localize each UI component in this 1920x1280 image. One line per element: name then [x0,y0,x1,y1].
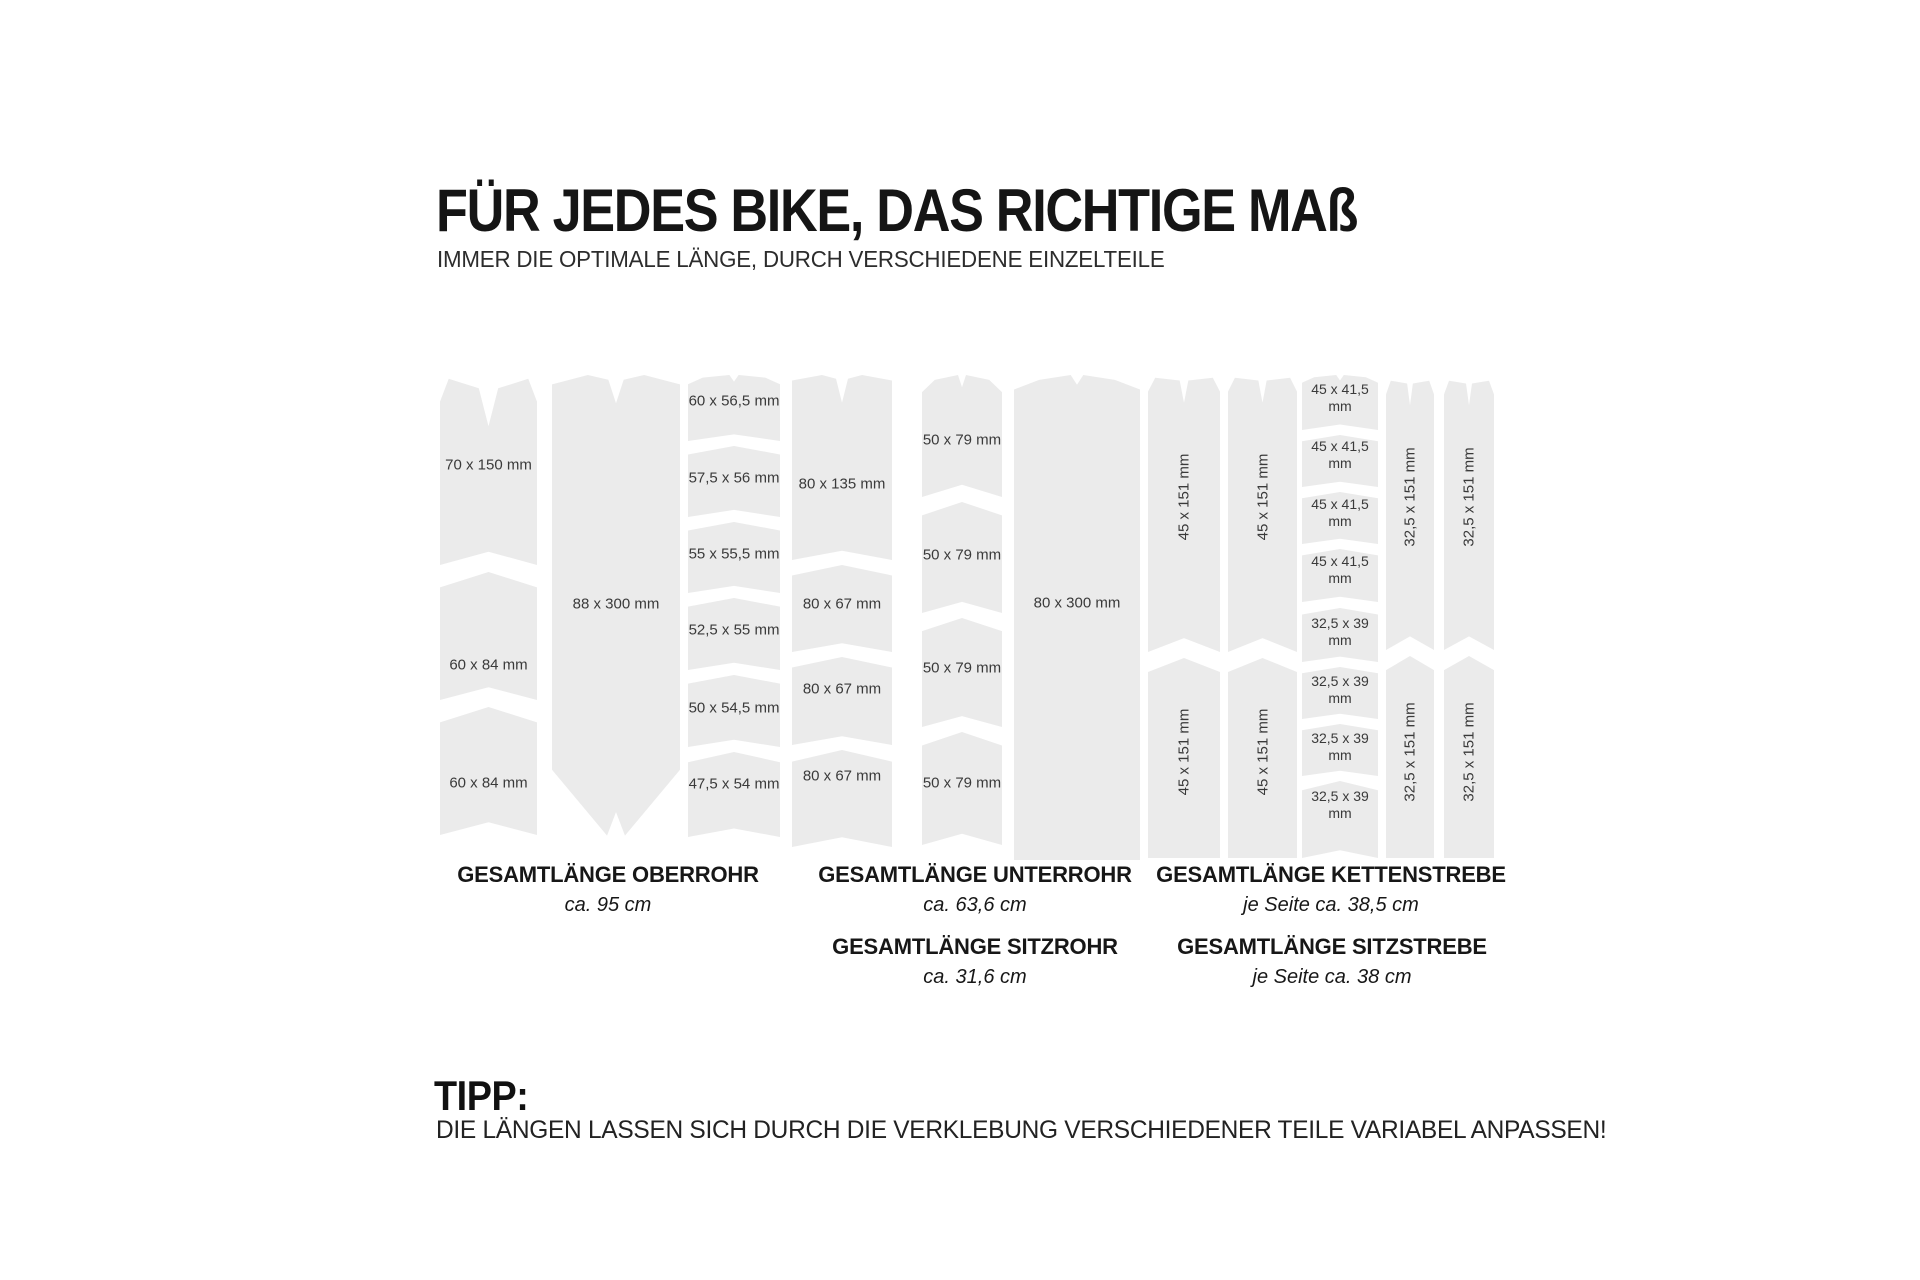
size-label: 52,5 x 55 mm [688,621,780,639]
size-label: 45 x 151 mm [1175,453,1193,541]
film-piece [792,657,892,745]
film-piece [1014,375,1140,860]
size-label: 45 x 41,5 mm [1311,496,1369,529]
size-label: 80 x 67 mm [802,767,882,785]
size-label: 32,5 x 39 mm [1311,615,1369,648]
film-strip-column-kettenstrebe-left [1148,0,1220,1280]
size-label: 32,5 x 39 mm [1311,788,1369,821]
film-strip-column-sitzstrebe-right [1444,0,1494,1280]
total-length-value: ca. 95 cm [564,894,652,916]
total-length-caption: GESAMTLÄNGE SITZSTREBE [1177,934,1487,959]
tip-text: DIE LÄNGEN LASSEN SICH DURCH DIE VERKLEBUNG VERSCHIEDENER TEILE VARIABEL ANPASSEN! [436,1116,1607,1144]
total-length-sitzrohr [832,934,1118,989]
total-length-sitzstrebe [1177,934,1487,989]
total-length-caption: GESAMTLÄNGE SITZROHR [832,934,1118,959]
film-piece [792,750,892,847]
total-length-value: ca. 63,6 cm [923,894,1027,916]
page-title: FÜR JEDES BIKE, DAS RICHTIGE MAß [436,177,1358,244]
size-label: 45 x 151 mm [1254,453,1271,541]
size-label: 50 x 54,5 mm [688,699,780,717]
total-length-oberrohr [457,862,759,917]
size-label: 32,5 x 39 mm [1311,673,1369,706]
total-length-kettenstrebe [1156,862,1506,917]
tip-heading: TIPP: [434,1072,529,1119]
size-label: 45 x 41,5 mm [1311,438,1369,471]
total-length-caption: GESAMTLÄNGE KETTENSTREBE [1156,862,1506,887]
film-strip-column-unterrohr-wide [792,0,892,1280]
page-subtitle: IMMER DIE OPTIMALE LÄNGE, DURCH VERSCHIEDENE EINZELTEILE [437,246,1165,272]
total-length-value: je Seite ca. 38 cm [1252,966,1412,988]
size-label: 60 x 56,5 mm [688,392,780,410]
size-label: 32,5 x 151 mm [1401,702,1419,802]
size-label: 70 x 150 mm [445,456,532,474]
total-length-unterrohr [818,862,1132,917]
film-piece [440,707,537,835]
film-strip-column-oberrohr-main [552,0,680,1280]
film-strip-column-unterrohr-main [1014,0,1140,1280]
size-label: 80 x 135 mm [798,475,886,493]
film-strip-column-strebe-steps [1302,0,1378,1280]
size-label: 32,5 x 151 mm [1401,447,1419,547]
film-strip-column-kettenstrebe-right [1228,0,1297,1280]
film-piece [792,375,892,560]
total-length-caption: GESAMTLÄNGE UNTERROHR [818,862,1132,887]
size-label: 60 x 84 mm [449,774,528,792]
size-label: 32,5 x 151 mm [1460,702,1478,802]
size-label: 50 x 79 mm [922,546,1002,564]
film-piece [440,572,537,700]
size-label: 50 x 79 mm [922,659,1002,677]
size-label: 57,5 x 56 mm [688,469,780,487]
size-label: 50 x 79 mm [922,774,1002,792]
size-label: 47,5 x 54 mm [688,775,780,793]
size-label: 80 x 67 mm [802,680,882,698]
size-label: 80 x 67 mm [802,595,882,613]
size-label: 50 x 79 mm [922,431,1002,449]
film-piece [688,752,780,837]
total-length-caption: GESAMTLÄNGE OBERROHR [457,862,759,887]
size-label: 45 x 151 mm [1254,708,1271,796]
size-label: 32,5 x 39 mm [1311,730,1369,763]
size-label: 45 x 41,5 mm [1311,553,1369,586]
size-label: 88 x 300 mm [572,595,660,613]
size-label: 45 x 41,5 mm [1311,381,1369,414]
total-length-value: je Seite ca. 38,5 cm [1243,894,1419,916]
film-strip-column-sitzrohr-steps [922,0,1002,1280]
size-label: 32,5 x 151 mm [1460,447,1478,547]
size-label: 45 x 151 mm [1175,708,1193,796]
size-label: 55 x 55,5 mm [688,545,780,563]
size-label: 80 x 300 mm [1033,594,1121,612]
size-label: 60 x 84 mm [449,656,528,674]
film-strip-column-oberrohr-steps [688,0,780,1280]
total-length-value: ca. 31,6 cm [923,966,1027,988]
film-strip-column-sitzstrebe-left [1386,0,1434,1280]
